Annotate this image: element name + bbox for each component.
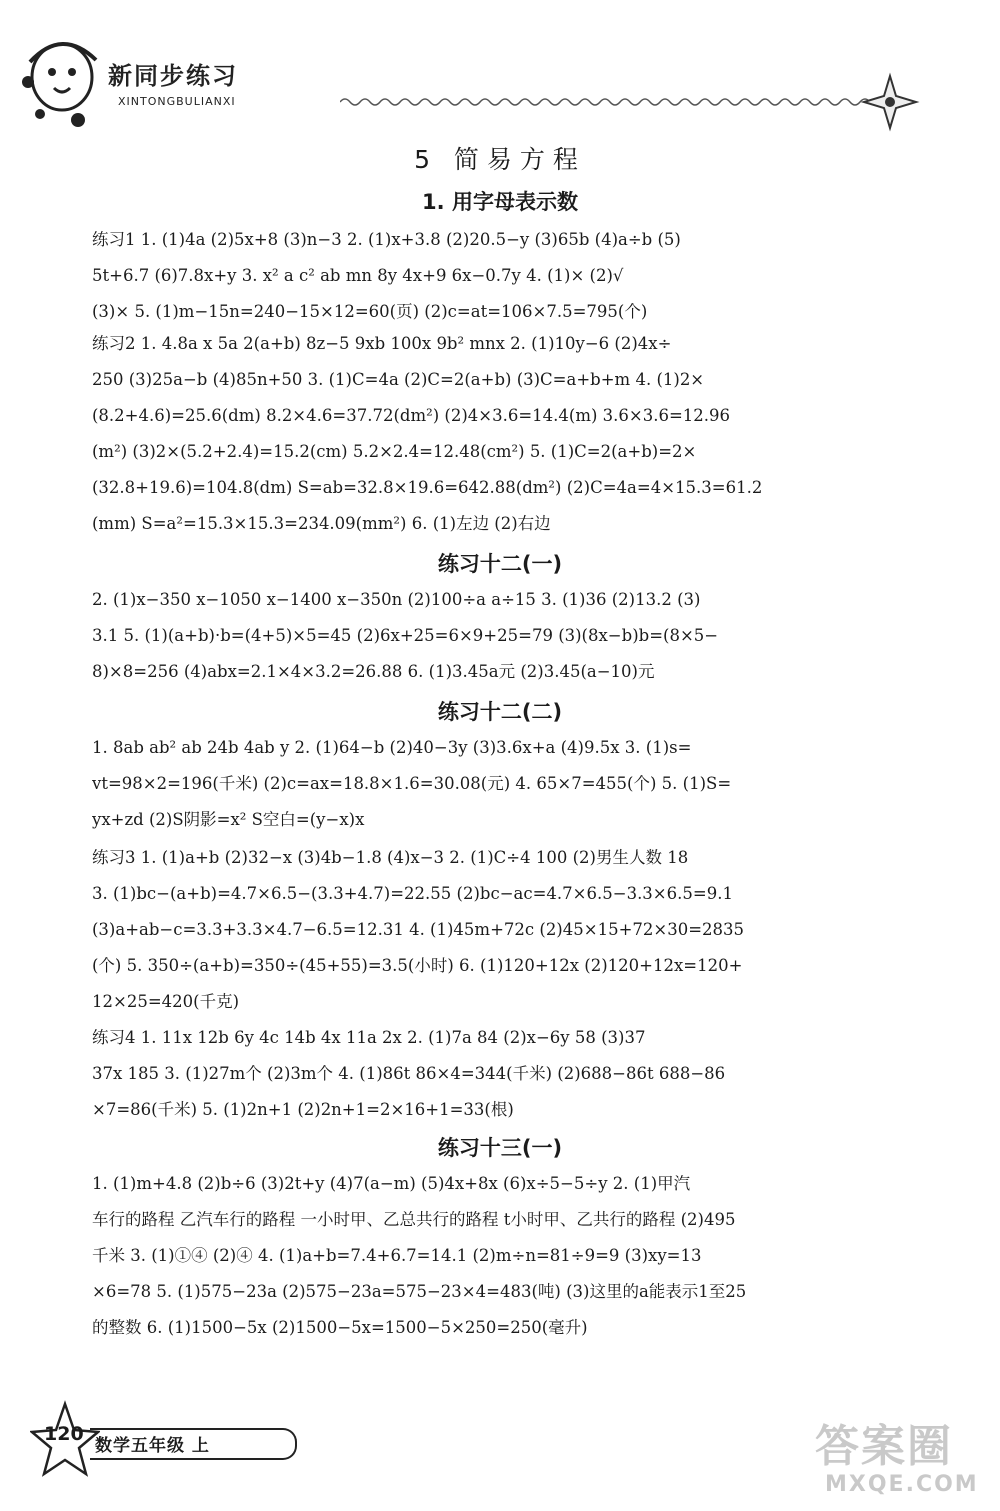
text-line: 练习3 1. (1)a+b (2)32−x (3)4b−1.8 (4)x−3 2. (1)C÷4 100 (2)男生人数 18	[92, 848, 689, 867]
text-line: 练习2 1. 4.8a x 5a 2(a+b) 8z−5 9xb 100x 9b² mnx 2. (1)10y−6 (2)4x÷	[92, 334, 672, 353]
text-line: (3)× 5. (1)m−15n=240−15×12=60(页) (2)c=at=106×7.5=795(个)	[92, 302, 648, 321]
page-header	[0, 0, 1000, 140]
sparkle-star-icon	[860, 72, 920, 132]
text-line: (m²) (3)2×(5.2+2.4)=15.2(cm) 5.2×2.4=12.48(cm²) 5. (1)C=2(a+b)=2×	[92, 442, 697, 461]
exercise-block-12-2	[92, 730, 922, 838]
text-line: 5t+6.7 (6)7.8x+y 3. x² a c² ab mn 8y 4x+9 6x−0.7y 4. (1)× (2)√	[92, 266, 624, 285]
text-line: 8)×8=256 (4)abx=2.1×4×3.2=26.88 6. (1)3.45a元 (2)3.45(a−10)元	[92, 662, 655, 681]
text-line: (个) 5. 350÷(a+b)=350÷(45+55)=3.5(小时) 6. (1)120+12x (2)120+12x=120+	[92, 956, 743, 975]
exercise-block-13-1	[92, 1166, 922, 1346]
text-line: 3. (1)bc−(a+b)=4.7×6.5−(3.3+4.7)=22.55 (2)bc−ac=4.7×6.5−3.3×6.5=9.1	[92, 884, 733, 903]
text-line: 2. (1)x−350 x−1050 x−1400 x−350n (2)100÷a a÷15 3. (1)36 (2)13.2 (3)	[92, 590, 701, 609]
exercise-block-lianxi4	[92, 1020, 922, 1128]
section-title: 练习十二(二)	[437, 700, 563, 724]
brand-pinyin: XINTONGBULIANXI	[118, 95, 236, 108]
chapter-title: 5 简易方程	[414, 145, 586, 174]
exercise-block-12-1	[92, 582, 922, 690]
footer-label: 数学五年级 上	[95, 1436, 210, 1456]
section-title: 练习十三(一)	[437, 1136, 563, 1160]
text-line: 250 (3)25a−b (4)85n+50 3. (1)C=4a (2)C=2(a+b) (3)C=a+b+m 4. (1)2×	[92, 370, 705, 389]
text-line: yx+zd (2)S阴影=x² S空白=(y−x)x	[92, 810, 365, 829]
page-footer	[30, 1400, 290, 1490]
brand-title: 新同步练习	[108, 62, 238, 90]
watermark-url: MXQE.COM	[825, 1472, 979, 1497]
text-line: 12×25=420(千克)	[92, 992, 240, 1011]
text-line: 练习4 1. 11x 12b 6y 4c 14b 4x 11a 2x 2. (1)7a 84 (2)x−6y 58 (3)37	[92, 1028, 646, 1047]
exercise-block-lianxi3	[92, 840, 922, 1020]
section-title: 1. 用字母表示数	[422, 190, 578, 214]
text-line: 1. 8ab ab² ab 24b 4ab y 2. (1)64−b (2)40−3y (3)3.6x+a (4)9.5x 3. (1)s=	[92, 738, 692, 757]
text-line: ×7=86(千米) 5. (1)2n+1 (2)2n+1=2×16+1=33(根)	[92, 1100, 514, 1119]
exercise-block-lianxi1	[92, 222, 922, 330]
text-line: (8.2+4.6)=25.6(dm) 8.2×4.6=37.72(dm²) (2)4×3.6=14.4(m) 3.6×3.6=12.96	[92, 406, 731, 425]
decorative-wave-line	[340, 96, 880, 108]
text-line: ×6=78 5. (1)575−23a (2)575−23a=575−23×4=483(吨) (3)这里的a能表示1至25	[92, 1282, 747, 1301]
text-line: 练习1 1. (1)4a (2)5x+8 (3)n−3 2. (1)x+3.8 (2)20.5−y (3)65b (4)a÷b (5)	[92, 230, 681, 249]
text-line: 千米 3. (1)①④ (2)④ 4. (1)a+b=7.4+6.7=14.1 (2)m÷n=81÷9=9 (3)xy=13	[92, 1246, 702, 1265]
text-line: 车行的路程 乙汽车行的路程 一小时甲、乙总共行的路程 t小时甲、乙共行的路程 (2)495	[92, 1210, 736, 1229]
mascot-logo-icon	[18, 22, 108, 132]
text-line: (3)a+ab−c=3.3+3.3×4.7−6.5=12.31 4. (1)45m+72c (2)45×15+72×30=2835	[92, 920, 745, 939]
page-number: 120	[44, 1423, 84, 1445]
text-line: 的整数 6. (1)1500−5x (2)1500−5x=1500−5×250=250(毫升)	[92, 1318, 588, 1337]
watermark-text: 答案圈	[815, 1421, 953, 1472]
exercise-block-lianxi2	[92, 326, 922, 542]
section-title: 练习十二(一)	[437, 552, 563, 576]
text-line: (mm) S=a²=15.3×15.3=234.09(mm²) 6. (1)左边 (2)右边	[92, 514, 551, 533]
watermark	[815, 1410, 985, 1505]
text-line: (32.8+19.6)=104.8(dm) S=ab=32.8×19.6=642.88(dm²) (2)C=4a=4×15.3=61.2	[92, 478, 763, 497]
text-line: 37x 185 3. (1)27m个 (2)3m个 4. (1)86t 86×4=344(千米) (2)688−86t 688−86	[92, 1064, 726, 1083]
text-line: 1. (1)m+4.8 (2)b÷6 (3)2t+y (4)7(a−m) (5)4x+8x (6)x÷5−5÷y 2. (1)甲汽	[92, 1174, 691, 1193]
text-line: vt=98×2=196(千米) (2)c=ax=18.8×1.6=30.08(元) 4. 65×7=455(个) 5. (1)S=	[92, 774, 732, 793]
text-line: 3.1 5. (1)(a+b)·b=(4+5)×5=45 (2)6x+25=6×9+25=79 (3)(8x−b)b=(8×5−	[92, 626, 719, 645]
